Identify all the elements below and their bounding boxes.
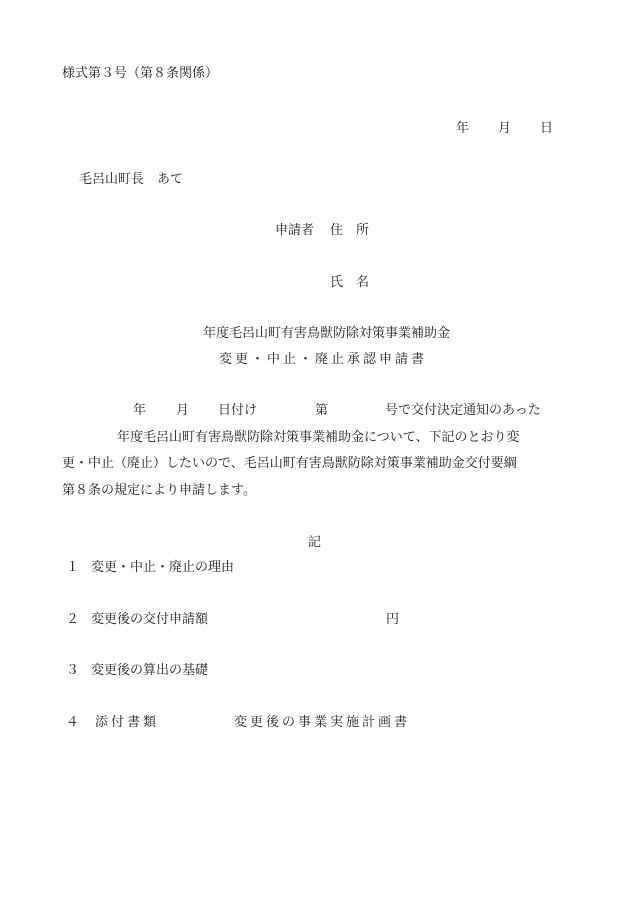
body-line-3: 更・中止（廃止）したいので、毛呂山町有害鳥獣防除対策事業補助金交付要綱 — [62, 456, 517, 471]
item-number: ３ — [66, 663, 80, 678]
item-unit: 円 — [386, 612, 400, 627]
body-line-2: 年度毛呂山町有害鳥獣防除対策事業補助金について、下記のとおり変 — [117, 430, 520, 445]
address-label: 住 所 — [330, 223, 370, 238]
date-year-label: 年 — [456, 121, 470, 136]
body-dai-label: 第 — [315, 403, 329, 418]
body-month-label: 月 — [176, 403, 190, 418]
body-go-label: 号で交付決定通知のあった — [385, 403, 541, 418]
date-day-label: 日 — [540, 121, 554, 136]
item-text: 添付書類 — [95, 715, 160, 730]
name-label: 氏 名 — [330, 275, 370, 290]
item-value: 変更後の事業実施計画書 — [234, 715, 411, 730]
addressee: 毛呂山町長 あて — [79, 172, 184, 187]
item-text: 変更・中止・廃止の理由 — [91, 560, 235, 575]
item-text: 変更後の算出の基礎 — [91, 663, 209, 678]
item-number: ４ — [66, 715, 80, 730]
item-number: ２ — [66, 612, 80, 627]
applicant-label: 申請者 — [275, 223, 315, 238]
body-day-label: 日付け — [218, 403, 258, 418]
body-line-4: 第８条の規定により申請します。 — [62, 483, 256, 498]
date-month-label: 月 — [498, 121, 512, 136]
body-year-label: 年 — [133, 403, 147, 418]
document-title: 年度毛呂山町有害鳥獣防除対策事業補助金 — [203, 326, 451, 341]
item-text: 変更後の交付申請額 — [91, 612, 209, 627]
item-number: １ — [66, 560, 80, 575]
form-label: 様式第３号（第８条関係） — [62, 66, 219, 81]
ki-heading: 記 — [308, 535, 322, 550]
document-subtitle: 変更・中止・廃止承認申請書 — [219, 352, 428, 367]
